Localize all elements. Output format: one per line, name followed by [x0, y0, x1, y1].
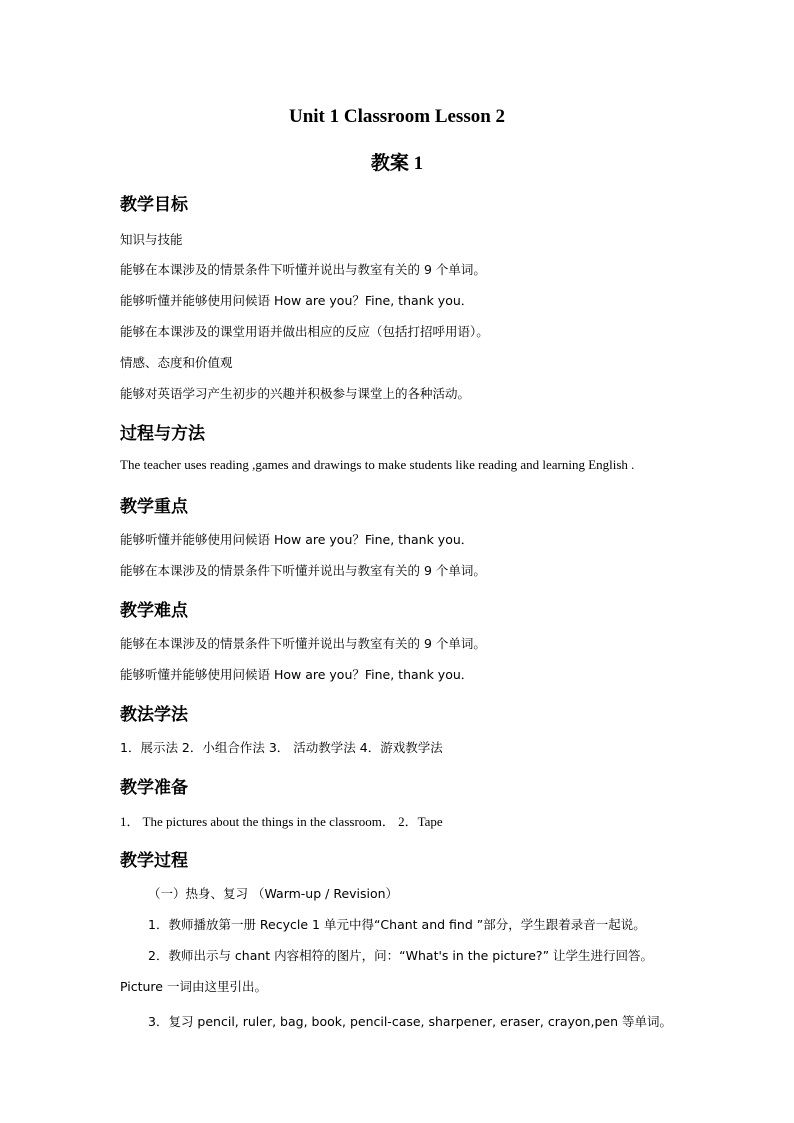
paragraph-line: The teacher uses reading ,games and drawings to make students like reading and learning English .: [120, 457, 635, 472]
paragraph-line: 1．教师播放第一册 Recycle 1 单元中得“Chant and find ”部分，学生跟着录音一起说。: [148, 917, 646, 932]
section-heading-process: 过程与方法: [120, 424, 205, 444]
paragraph-line: 能够在本课涉及的情景条件下听懂并说出与教室有关的 9 个单词。: [120, 636, 486, 651]
paragraph-line: 能够听懂并能够使用问候语 How are you？Fine, thank you．: [120, 667, 474, 682]
section-heading-preparation: 教学准备: [120, 778, 188, 798]
document-subtitle: 教案 1: [370, 153, 424, 174]
section-heading-difficulties: 教学难点: [120, 601, 188, 621]
document-title: Unit 1 Classroom Lesson 2: [288, 106, 506, 127]
paragraph-line: 能够对英语学习产生初步的兴趣并积极参与课堂上的各种活动。: [120, 386, 471, 401]
section-heading-teaching-process: 教学过程: [120, 851, 188, 871]
paragraph-line: 能够在本课涉及的情景条件下听懂并说出与教室有关的 9 个单词。: [120, 262, 486, 277]
paragraph-line: Picture 一词由这里引出。: [120, 979, 267, 994]
paragraph-line: 情感、态度和价值观: [120, 355, 233, 370]
paragraph-line: 能够听懂并能够使用问候语 How are you？Fine, thank you．: [120, 293, 474, 308]
section-heading-methods: 教法学法: [120, 705, 188, 725]
paragraph-line: 能够听懂并能够使用问候语 How are you？Fine, thank you．: [120, 532, 474, 547]
paragraph-line: 知识与技能: [120, 232, 183, 247]
paragraph-line: 能够在本课涉及的课堂用语并做出相应的反应（包括打招呼用语）。: [120, 324, 489, 339]
paragraph-line: 1． The pictures about the things in the classroom． 2．Tape: [120, 814, 443, 829]
paragraph-line: （一）热身、复习 （Warm-up / Revision）: [148, 886, 399, 901]
paragraph-line: 3．复习 pencil, ruler, bag, book, pencil-case, sharpener, eraser, crayon,pen 等单词。: [148, 1014, 672, 1029]
section-heading-key-points: 教学重点: [120, 497, 188, 517]
paragraph-line: 2．教师出示与 chant 内容相符的图片，问：“What's in the picture?” 让学生进行回答。: [148, 948, 654, 963]
paragraph-line: 1．展示法 2．小组合作法 3． 活动教学法 4．游戏教学法: [120, 740, 443, 755]
section-heading-objectives: 教学目标: [120, 195, 188, 215]
paragraph-line: 能够在本课涉及的情景条件下听懂并说出与教室有关的 9 个单词。: [120, 563, 486, 578]
